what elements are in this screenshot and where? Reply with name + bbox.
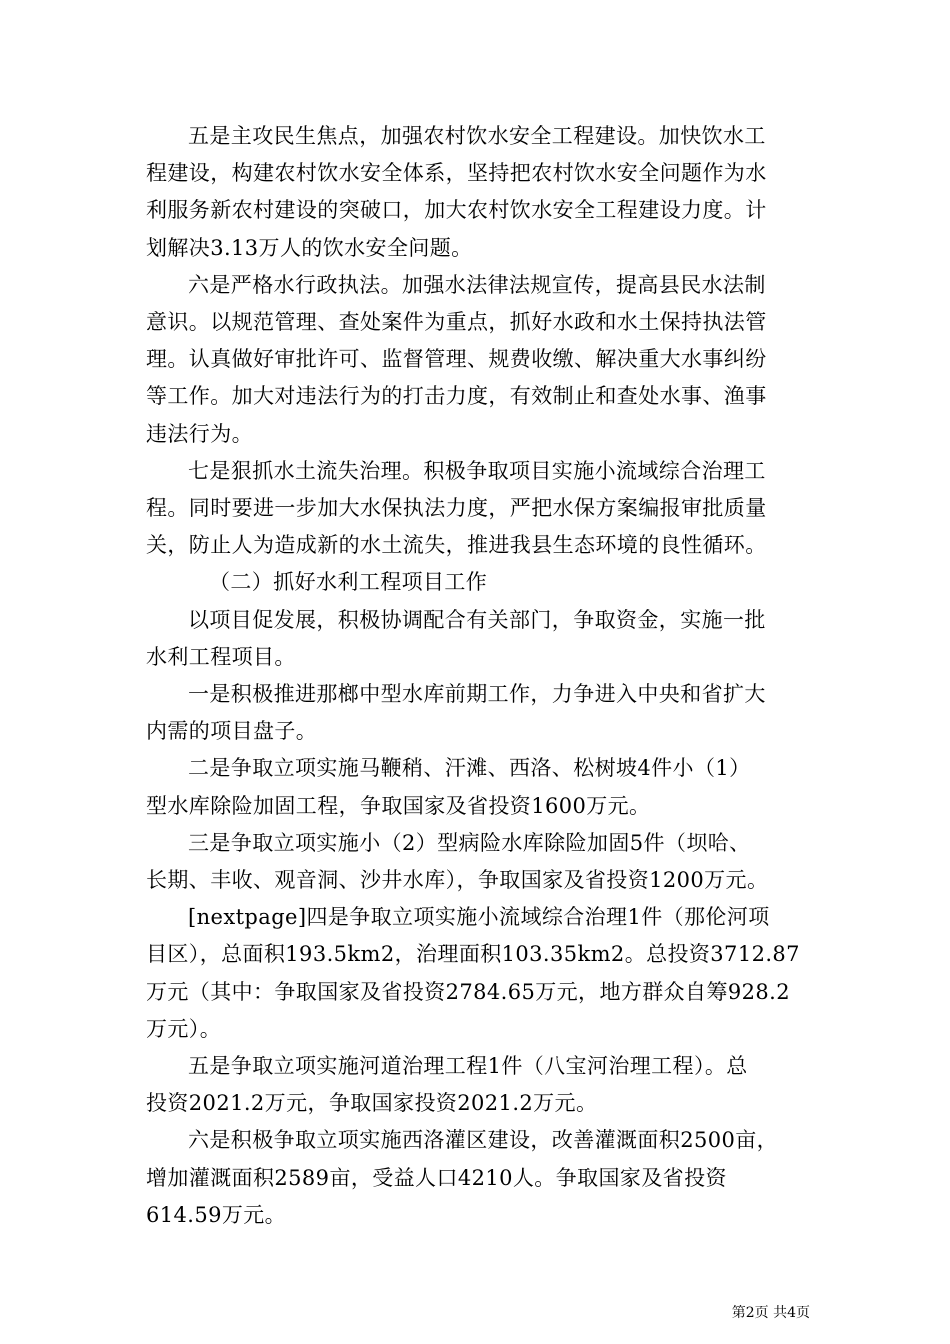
section-heading-water-projects: （二）抓好水利工程项目工作 (209, 570, 488, 595)
paragraph-project-3: 三是争取立项实施小（2）型病险水库除险加固5件（坝哈、 长期、丰收、观音洞、沙井水库），争取国家及省投资1200万元。 (146, 830, 769, 893)
page-number: 第2页 共4页 (731, 1305, 810, 1321)
paragraph-projects-intro: 以项目促发展，积极协调配合有关部门，争取资金，实施一批 水利工程项目。 (146, 607, 766, 669)
paragraph-project-5: 五是争取立项实施河道治理工程1件（八宝河治理工程）。总 投资2021.2万元，争取国家投资2021.2万元。 (146, 1054, 748, 1116)
paragraph-project-4: [nextpage]四是争取立项实施小流域综合治理1件（那伦河项 目区），总面积193.5km2，治理面积103.35km2。总投资3712.87 万元（其中：争取国家及省投资2784.65万元，地方群众自筹928.2 万元）。 (146, 905, 800, 1041)
paragraph-rural-drinking-water: 五是主攻民生焦点，加强农村饮水安全工程建设。加快饮水工 程建设，构建农村饮水安全体系，坚持把农村饮水安全问题作为水 利服务新农村建设的突破口，加大农村饮水安全工程建设力度。计 划解决3.13万人的饮水安全问题。 (146, 124, 767, 260)
paragraph-water-law-enforcement: 六是严格水行政执法。加强水法律法规宣传，提高县民水法制 意识。以规范管理、查处案件为重点，抓好水政和水土保持执法管 理。认真做好审批许可、监督管理、规费收缴、解决重大水事纠纷 等工作。加大对违法行为的打击力度，有效制止和查处水事、渔事 违法行为。 (146, 272, 767, 446)
paragraph-soil-erosion-control: 七是狠抓水土流失治理。积极争取项目实施小流域综合治理工 程。同时要进一步加大水保执法力度，严把水保方案编报审批质量 关，防止人为造成新的水土流失，推进我县生态环境的良性循环。 (146, 458, 767, 558)
paragraph-project-2: 二是争取立项实施马鞭稍、汗滩、西洛、松树坡4件小（1） 型水库除险加固工程，争取国家及省投资1600万元。 (146, 756, 751, 818)
paragraph-project-1: 一是积极推进那榔中型水库前期工作，力争进入中央和省扩大 内需的项目盘子。 (146, 682, 766, 744)
document-body (146, 118, 808, 1234)
paragraph-project-6: 六是积极争取立项实施西洛灌区建设，改善灌溉面积2500亩， 增加灌溉面积2589亩，受益人口4210人。争取国家及省投资 614.59万元。 (146, 1128, 779, 1227)
